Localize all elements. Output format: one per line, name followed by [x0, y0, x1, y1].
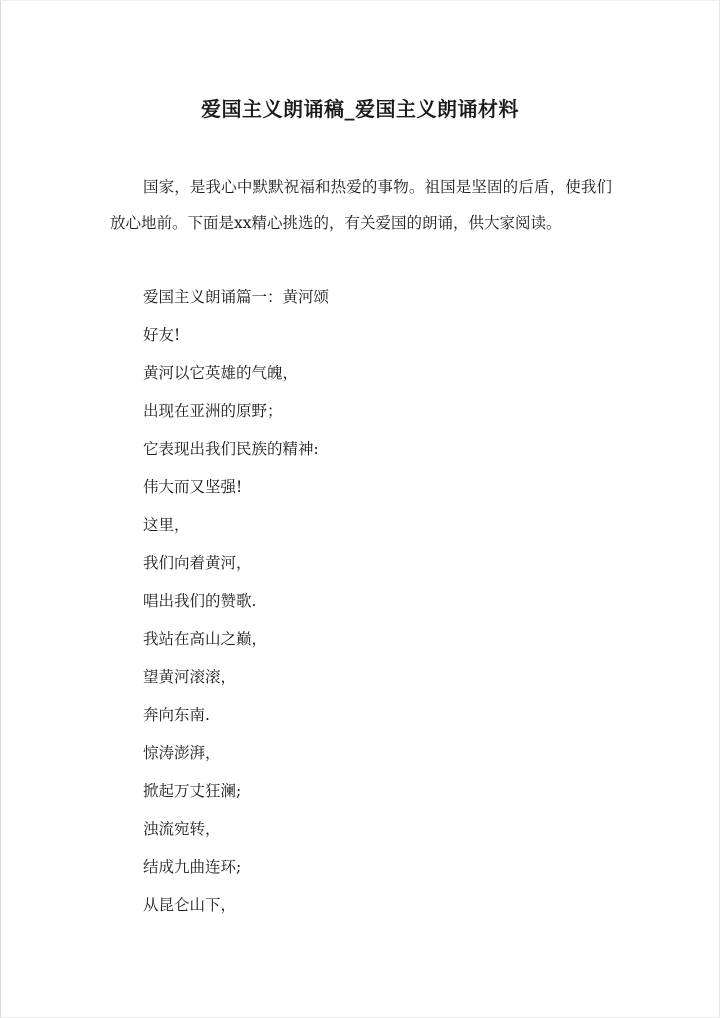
poem-line: 我站在高山之巅，: [143, 630, 268, 648]
poem-line: 它表现出我们民族的精神:: [143, 440, 319, 458]
poem-line: 奔向东南.: [143, 706, 210, 724]
poem-line: 惊涛澎湃，: [143, 744, 221, 762]
poem-line: 好友!: [143, 326, 181, 344]
poem-line: 望黄河滚滚，: [143, 668, 237, 686]
poem-line: 结成九曲连环;: [143, 858, 242, 876]
poem-line: 黄河以它英雄的气魄，: [143, 364, 299, 382]
poem-line: 掀起万丈狂澜;: [143, 782, 242, 800]
poem-line: 出现在亚洲的原野；: [143, 402, 283, 420]
intro-paragraph: 国家，是我心中默默祝福和热爱的事物。祖国是坚固的后盾，使我们放心地前。下面是xx精心挑选的，有关爱国的朗诵，供大家阅读。: [110, 178, 612, 232]
poem-line: 我们向着黄河，: [143, 554, 252, 572]
poem-line: 从昆仑山下，: [143, 896, 237, 914]
section-heading: 爱国主义朗诵篇一：黄河颂: [143, 288, 330, 306]
poem-line: 伟大而又坚强!: [143, 478, 243, 496]
poem-line: 这里，: [143, 516, 190, 534]
poem-line: 浊流宛转，: [143, 820, 221, 838]
document-title: 爱国主义朗诵稿_爱国主义朗诵材料: [201, 97, 519, 121]
poem-lines: [143, 283, 613, 929]
poem-line: 唱出我们的赞歌.: [143, 592, 257, 610]
